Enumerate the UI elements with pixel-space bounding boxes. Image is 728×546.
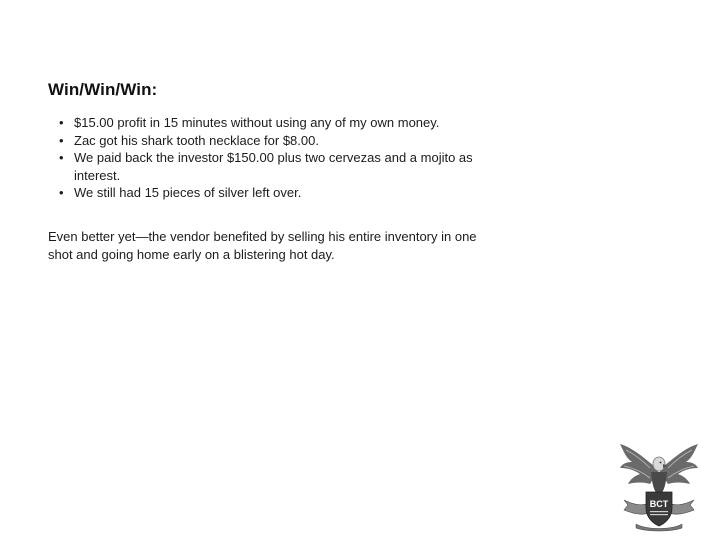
bullet-item bbox=[48, 184, 488, 202]
eagle-emblem-icon bbox=[616, 440, 702, 532]
bullet-list bbox=[48, 114, 488, 202]
bullet-item bbox=[48, 132, 488, 150]
bullet-text: $15.00 profit in 15 minutes without using any of my own money. bbox=[74, 115, 440, 130]
logo-text: BCT bbox=[649, 499, 669, 509]
bullet-item bbox=[48, 149, 488, 184]
bullet-text: Zac got his shark tooth necklace for $8.00. bbox=[74, 132, 319, 148]
bullet-text: We paid back the investor $150.00 plus two cervezas and a mojito as interest. bbox=[74, 150, 473, 183]
bullet-dot-icon: • bbox=[59, 185, 64, 200]
bullet-dot-icon: • bbox=[59, 132, 64, 148]
bullet-dot-icon: • bbox=[59, 115, 64, 130]
slide-heading: Win/Win/Win: bbox=[48, 80, 158, 99]
bullet-item bbox=[48, 114, 488, 132]
bullet-dot-icon: • bbox=[59, 150, 64, 165]
bullet-text: We still had 15 pieces of silver left over. bbox=[74, 185, 302, 200]
summary-paragraph: Even better yet—the vendor benefited by selling his entire inventory in one shot and going home early on a blistering hot day. bbox=[48, 229, 477, 262]
